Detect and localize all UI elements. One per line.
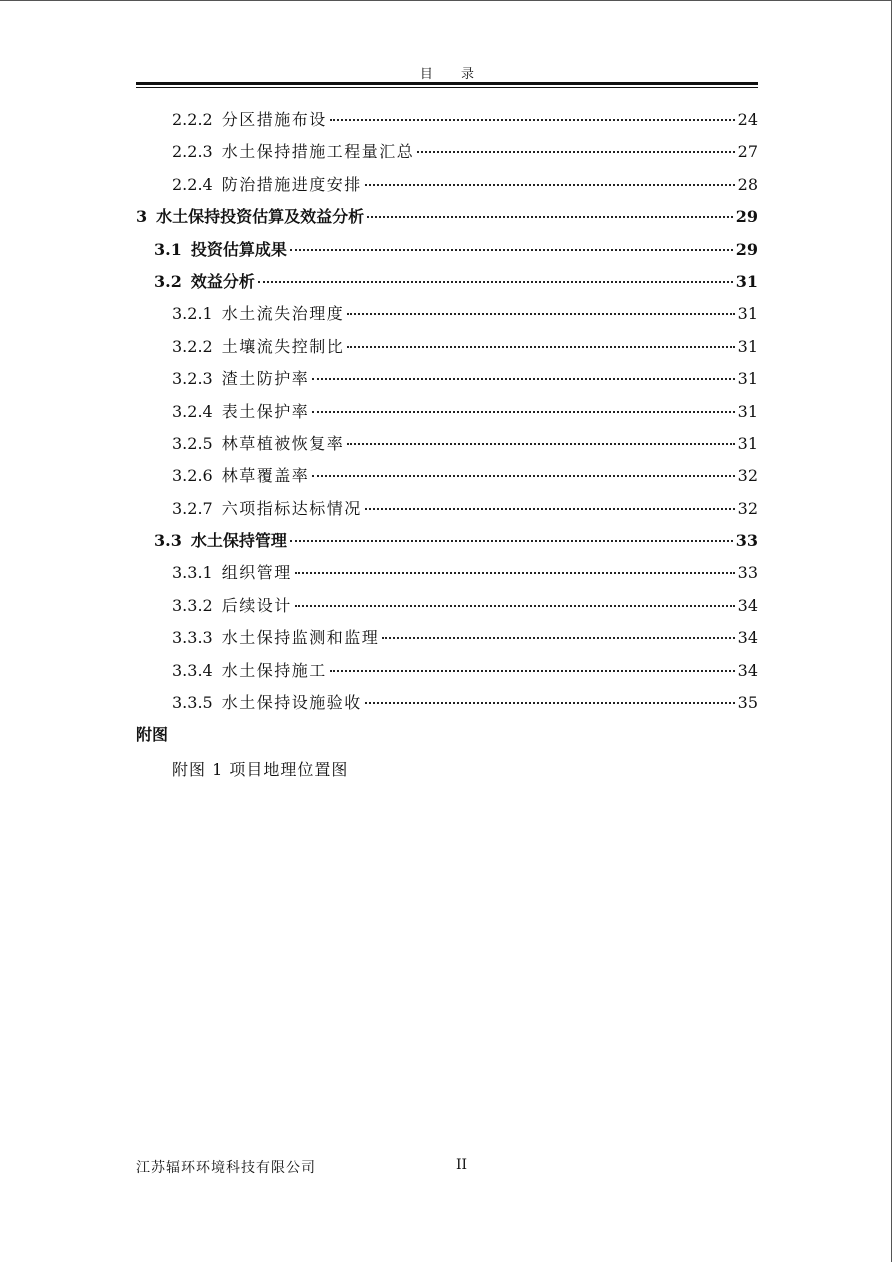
page-top-border [0, 0, 892, 1]
appendix-heading: 附图 [136, 725, 169, 744]
toc-entry-page: 34 [737, 628, 758, 648]
toc-entry-number: 3.2.7 [172, 498, 213, 518]
toc-entry-title: 水土保持措施工程量汇总 [221, 142, 415, 162]
toc-dot-leader [330, 670, 735, 672]
toc-entry-number: 3.2.3 [172, 369, 213, 389]
toc-entry-title: 后续设计 [221, 595, 292, 615]
toc-entry-title: 投资估算成果 [190, 239, 287, 259]
toc-entry-number: 3 [136, 207, 148, 227]
footer-page-number: II [456, 1157, 468, 1173]
toc-entry-number: 3.2 [154, 271, 182, 291]
toc-entry[interactable] [136, 201, 758, 233]
toc-entry-title: 水土保持监测和监理 [221, 628, 380, 648]
toc-dot-leader [365, 508, 735, 510]
toc-entry-page: 31 [737, 369, 758, 389]
toc-entry-title: 渣土防护率 [221, 369, 310, 389]
toc-entry[interactable] [136, 428, 758, 460]
toc-entry[interactable] [136, 460, 758, 492]
toc-entry-number: 3.3 [154, 531, 182, 551]
page-header-title: 目 录 [419, 67, 487, 82]
toc-entry-page: 29 [735, 207, 758, 227]
toc-entry[interactable] [136, 104, 758, 136]
toc-entry-number: 3.3.2 [172, 595, 213, 615]
toc-entry-page: 33 [737, 563, 758, 583]
toc-entry-page: 29 [735, 239, 758, 259]
toc-entry-title: 六项指标达标情况 [221, 498, 362, 518]
toc-entry-number: 3.2.1 [172, 304, 213, 324]
toc-dot-leader [295, 572, 735, 574]
toc-entry-number: 3.2.6 [172, 466, 213, 486]
header-rule-thick [136, 82, 758, 85]
toc-entry-title: 水土保持投资估算及效益分析 [156, 207, 365, 227]
toc-dot-leader [347, 346, 734, 348]
toc-entry-number: 3.2.2 [172, 336, 213, 356]
toc-entry-title: 水土保持设施验收 [221, 693, 362, 713]
toc-entry-title: 土壤流失控制比 [221, 336, 345, 356]
toc-entry[interactable] [136, 396, 758, 428]
toc-entry-page: 31 [737, 336, 758, 356]
toc-entry-page: 34 [737, 595, 758, 615]
footer-company-name: 江苏辐环环境科技有限公司 [136, 1160, 316, 1176]
toc-dot-leader [365, 184, 735, 186]
toc-dot-leader [312, 411, 734, 413]
toc-entry-page: 31 [737, 401, 758, 421]
toc-entry[interactable] [136, 169, 758, 201]
toc-entry-page: 34 [737, 660, 758, 680]
toc-entry-title: 防治措施进度安排 [221, 174, 362, 194]
toc-entry[interactable] [136, 687, 758, 719]
toc-entry-page: 35 [737, 693, 758, 713]
toc-entry-page: 31 [737, 304, 758, 324]
toc-entry-number: 3.3.3 [172, 628, 213, 648]
toc-entry-page: 31 [735, 271, 758, 291]
toc-entry-number: 3.3.4 [172, 660, 213, 680]
toc-entry-page: 33 [735, 531, 758, 551]
toc-dot-leader [367, 216, 733, 218]
toc-dot-leader [347, 443, 734, 445]
table-of-contents [136, 104, 758, 719]
toc-entry[interactable] [136, 525, 758, 557]
toc-entry-title: 水土保持施工 [221, 660, 327, 680]
toc-entry-title: 水土保持管理 [190, 531, 287, 551]
toc-dot-leader [382, 637, 734, 639]
toc-entry-title: 表土保护率 [221, 401, 310, 421]
toc-entry-number: 3.3.1 [172, 563, 213, 583]
toc-dot-leader [312, 475, 734, 477]
toc-entry-page: 31 [737, 433, 758, 453]
toc-entry-page: 28 [737, 174, 758, 194]
toc-entry[interactable] [136, 234, 758, 266]
toc-entry[interactable] [136, 363, 758, 395]
toc-entry-title: 林草植被恢复率 [221, 433, 345, 453]
toc-entry[interactable] [136, 136, 758, 168]
toc-entry[interactable] [136, 266, 758, 298]
toc-entry[interactable] [136, 557, 758, 589]
toc-entry-number: 2.2.4 [172, 174, 213, 194]
toc-entry-title: 组织管理 [221, 563, 292, 583]
toc-entry-page: 27 [737, 142, 758, 162]
toc-entry[interactable] [136, 622, 758, 654]
toc-entry-title: 水土流失治理度 [221, 304, 345, 324]
toc-entry-page: 32 [737, 498, 758, 518]
toc-dot-leader [312, 378, 734, 380]
toc-entry-title: 效益分析 [190, 271, 255, 291]
toc-dot-leader [290, 540, 733, 542]
toc-dot-leader [295, 605, 735, 607]
toc-entry[interactable] [136, 331, 758, 363]
toc-entry-number: 3.2.4 [172, 401, 213, 421]
toc-entry-page: 32 [737, 466, 758, 486]
toc-entry-page: 24 [737, 110, 758, 129]
toc-entry-number: 3.1 [154, 239, 182, 259]
toc-entry[interactable] [136, 298, 758, 330]
toc-entry[interactable] [136, 590, 758, 622]
toc-dot-leader [417, 151, 734, 153]
toc-dot-leader [347, 313, 734, 315]
toc-dot-leader [290, 249, 733, 251]
toc-entry-number: 3.3.5 [172, 693, 213, 713]
toc-entry-number: 2.2.3 [172, 142, 213, 162]
header-rule-thin [136, 87, 758, 88]
toc-dot-leader [330, 119, 735, 121]
toc-dot-leader [258, 281, 733, 283]
toc-entry-number: 2.2.2 [172, 110, 213, 129]
toc-entry[interactable] [136, 493, 758, 525]
appendix-item[interactable]: 附图 1 项目地理位置图 [172, 760, 349, 779]
toc-entry-number: 3.2.5 [172, 433, 213, 453]
toc-entry-title: 分区措施布设 [221, 110, 327, 129]
toc-entry-title: 林草覆盖率 [221, 466, 310, 486]
toc-dot-leader [365, 702, 735, 704]
toc-entry[interactable] [136, 655, 758, 687]
